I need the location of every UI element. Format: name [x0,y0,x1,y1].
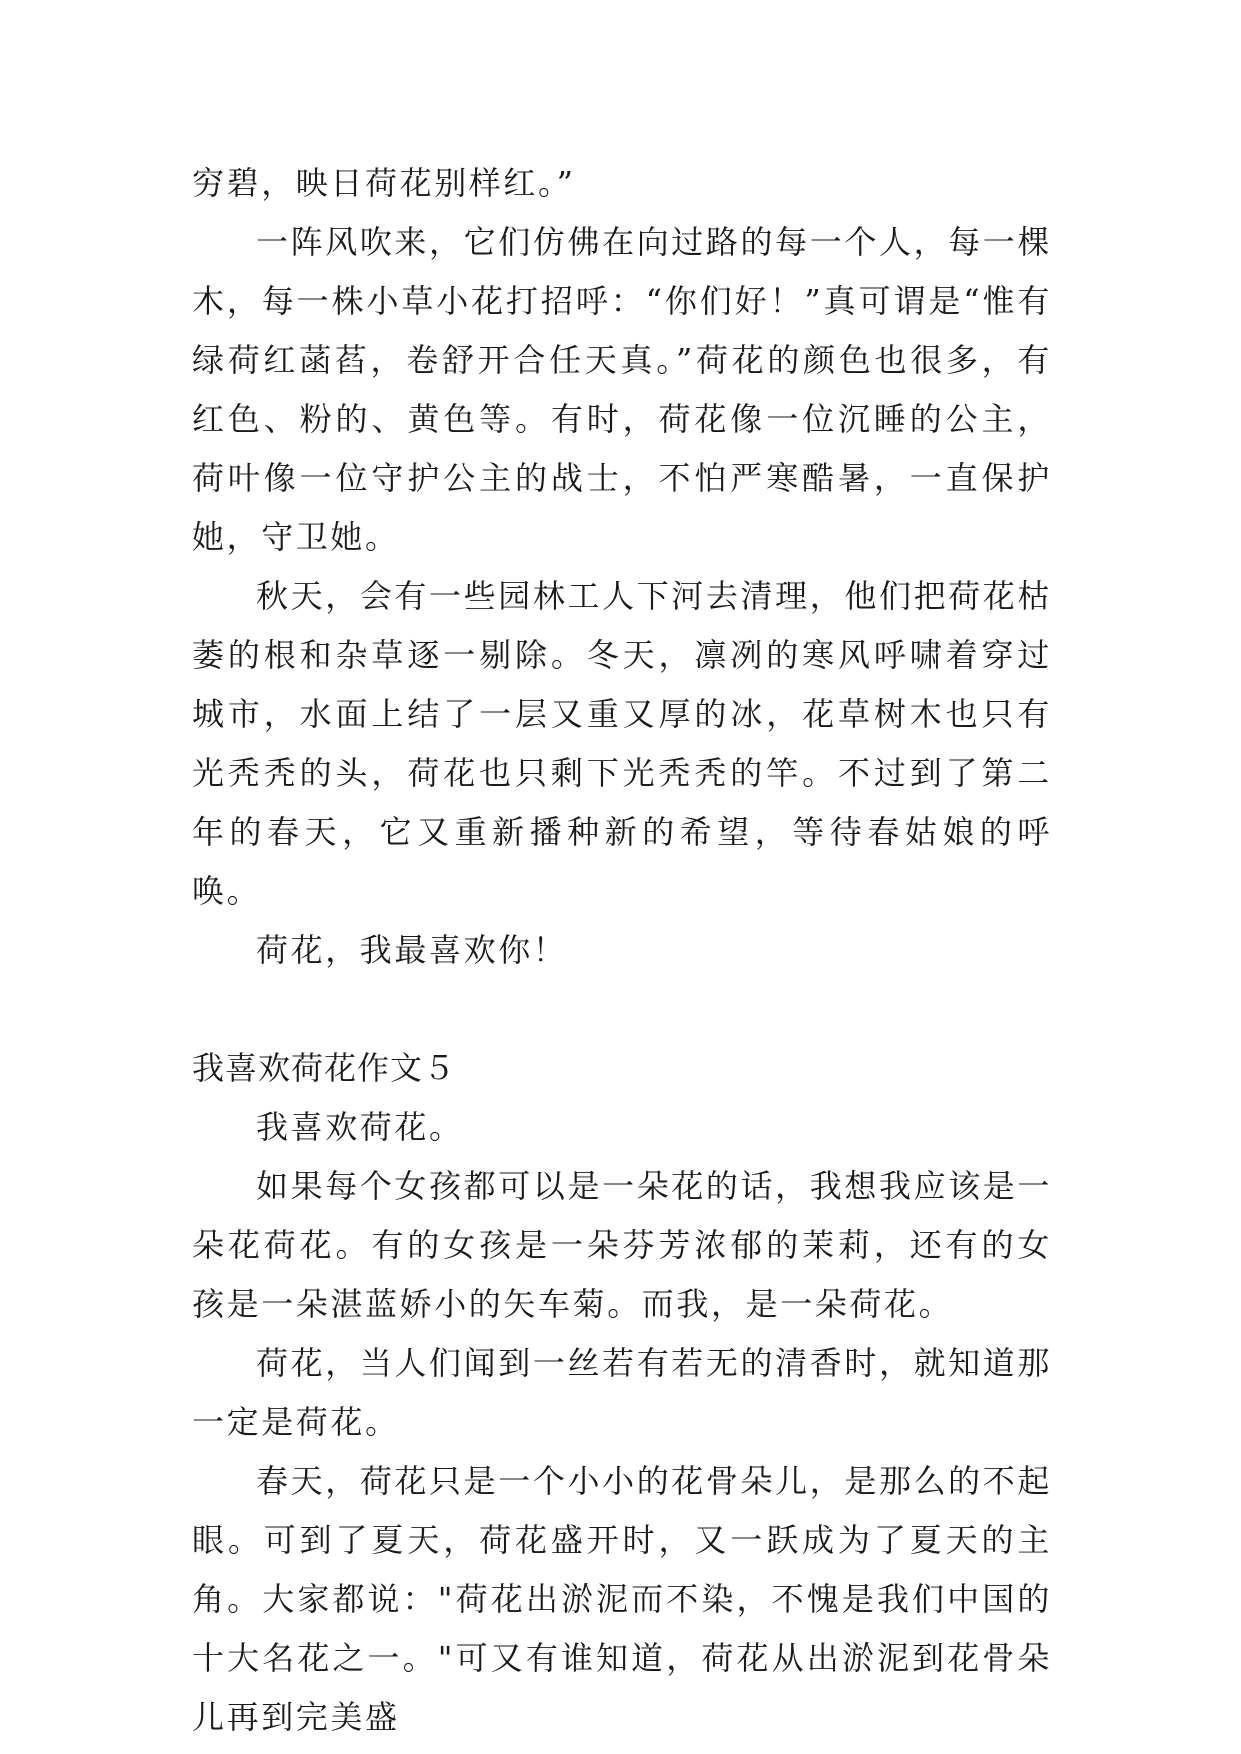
paragraph-intro: 我喜欢荷花。 [256,1108,464,1146]
paragraph-girls-flowers: 如果每个女孩都可以是一朵花的话，我想我应该是一朵花荷花。有的女孩是一朵芬芳浓郁的茉莉，还有的女孩是一朵湛蓝娇小的矢车菊。而我，是一朵荷花。 [192,1167,1052,1323]
paragraph-seasons: 春天，荷花只是一个小小的花骨朵儿，是那么的不起眼。可到了夏天，荷花盛开时，又一跃成为了夏天的主角。大家都说："荷花出淤泥而不染，不愧是我们中国的十大名花之一。"可又有谁知道，荷花从出淤泥到花骨朵儿再到完美盛 [192,1462,1052,1736]
paragraph-closing: 荷花，我最喜欢你！ [256,931,568,969]
paragraph-autumn-winter: 秋天，会有一些园林工人下河去清理，他们把荷花枯萎的根和杂草逐一剔除。冬天，凛冽的寒风呼啸着穿过城市，水面上结了一层又重又厚的冰，花草树木也只有光秃秃的头，荷花也只剩下光秃秃的竿。不过到了第二年的春天，它又重新播种新的希望，等待春姑娘的呼唤。 [192,577,1052,910]
paragraph-continuation: 穷碧，映日荷花别样红。” [192,164,576,202]
section-title: 我喜欢荷花作文５ [192,1049,457,1087]
section-spacer [192,980,1052,1039]
paragraph-fragrance: 荷花，当人们闻到一丝若有若无的清香时，就知道那一定是荷花。 [192,1344,1052,1441]
paragraph-wind: 一阵风吹来，它们仿佛在向过路的每一个人，每一棵木，每一株小草小花打招呼：“你们好！”真可谓是“惟有绿荷红菡萏，卷舒开合任天真。”荷花的颜色也很多，有红色、粉的、黄色等。有时，荷花像一位沉睡的公主，荷叶像一位守护公主的战士，不怕严寒酷暑，一直保护她，守卫她。 [192,223,1052,556]
document-body [192,154,1052,1747]
